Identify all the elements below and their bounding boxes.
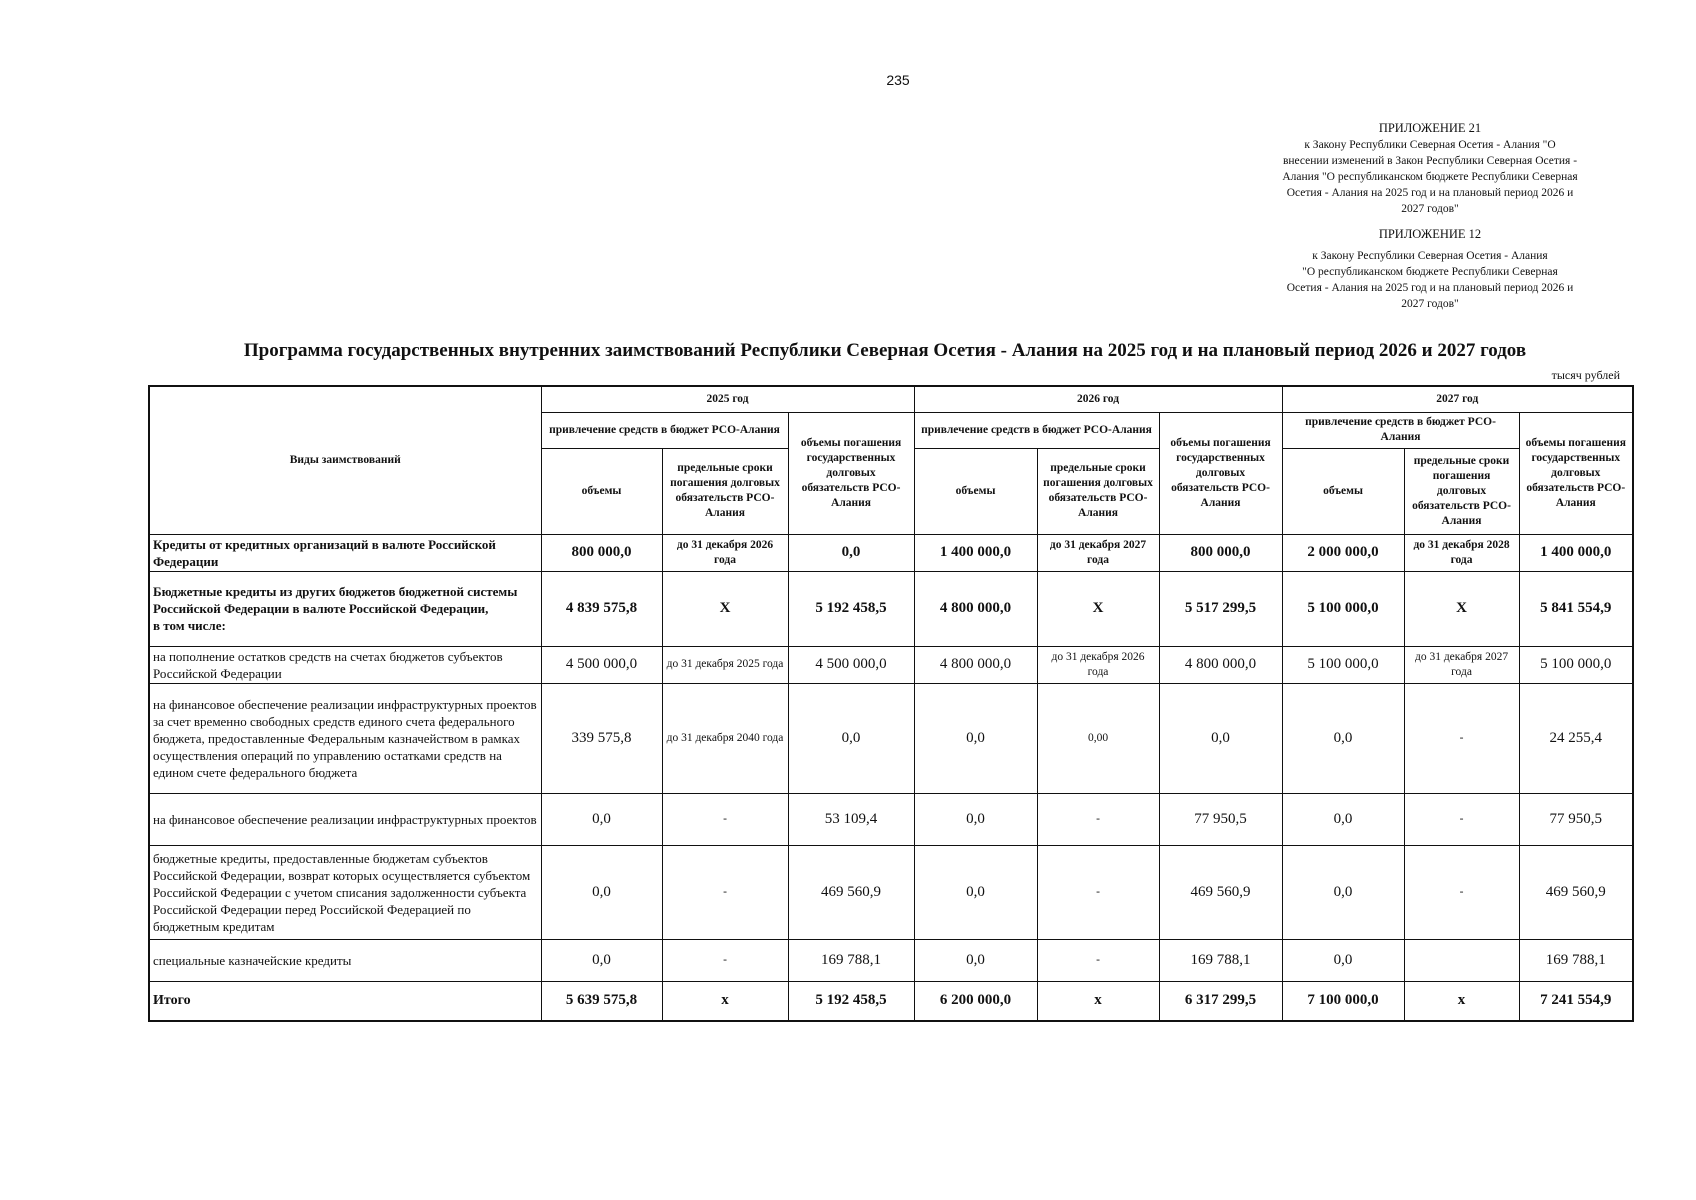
header-terms-2026: предельные сроки погашения долговых обязательств РСО-Алания — [1037, 448, 1159, 534]
borrowing-program-table — [148, 385, 1634, 1022]
cell-repayment-2026: 77 950,5 — [1159, 793, 1282, 845]
total-term-2025: x — [662, 981, 788, 1021]
cell-term-2026: - — [1037, 845, 1159, 939]
appendix-21-line: Осетия - Алания на 2025 год и на плановый период 2026 и — [1286, 187, 1574, 199]
cell-repayment-2025: 0,0 — [788, 683, 914, 793]
appendix-12-title: ПРИЛОЖЕНИЕ 12 — [1378, 227, 1482, 241]
cell-volume-2027: 0,0 — [1282, 845, 1404, 939]
cell-term-2025: - — [662, 793, 788, 845]
appendix-12-line: 2027 годов" — [1401, 298, 1459, 310]
row-kind-extra: в том числе: — [153, 618, 226, 633]
table-row — [149, 646, 1633, 683]
table-row — [149, 534, 1633, 571]
cell-volume-2025: 339 575,8 — [541, 683, 662, 793]
cell-repayment-2025: 0,0 — [788, 534, 914, 571]
total-volume-2027: 7 100 000,0 — [1282, 981, 1404, 1021]
total-repayment-2027: 7 241 554,9 — [1519, 981, 1633, 1021]
cell-repayment-2027: 169 788,1 — [1519, 939, 1633, 981]
cell-repayment-2027: 24 255,4 — [1519, 683, 1633, 793]
appendix-21-line: к Закону Республики Северная Осетия - Алания "О — [1304, 139, 1556, 151]
cell-term-2025: до 31 декабря 2025 года — [662, 646, 788, 683]
cell-repayment-2027: 5 841 554,9 — [1519, 571, 1633, 646]
cell-repayment-2026: 0,0 — [1159, 683, 1282, 793]
cell-term-2026: - — [1037, 939, 1159, 981]
cell-term-2025: X — [662, 571, 788, 646]
appendix-21-line: внесении изменений в Закон Республики Северная Осетия - — [1282, 155, 1578, 167]
cell-repayment-2025: 169 788,1 — [788, 939, 914, 981]
appendix-12-block — [1280, 226, 1580, 312]
appendix-21-block — [1280, 120, 1580, 217]
cell-term-2027: до 31 декабря 2028 года — [1404, 534, 1519, 571]
header-volumes-2025: объемы — [541, 448, 662, 534]
table-row — [149, 793, 1633, 845]
total-row — [149, 981, 1633, 1021]
total-term-2027: x — [1404, 981, 1519, 1021]
row-kind: специальные казначейские кредиты — [149, 939, 541, 981]
total-volume-2025: 5 639 575,8 — [541, 981, 662, 1021]
table-row — [149, 683, 1633, 793]
header-year-2027: 2027 год — [1282, 386, 1633, 412]
cell-repayment-2027: 1 400 000,0 — [1519, 534, 1633, 571]
cell-volume-2025: 0,0 — [541, 793, 662, 845]
cell-volume-2027: 2 000 000,0 — [1282, 534, 1404, 571]
appendix-12-line: "О республиканском бюджете Республики Северная — [1302, 266, 1558, 278]
cell-volume-2027: 0,0 — [1282, 793, 1404, 845]
row-kind: на финансовое обеспечение реализации инфраструктурных проектов — [149, 793, 541, 845]
header-year-2025: 2025 год — [541, 386, 914, 412]
units-label: тысяч рублей — [1551, 368, 1620, 382]
total-repayment-2025: 5 192 458,5 — [788, 981, 914, 1021]
cell-volume-2026: 4 800 000,0 — [914, 646, 1037, 683]
header-year-2026: 2026 год — [914, 386, 1282, 412]
cell-repayment-2026: 4 800 000,0 — [1159, 646, 1282, 683]
row-kind: бюджетные кредиты, предоставленные бюджетам субъектов Российской Федерации, возврат которых осуществляется субъектом Российской Федерации с учетом списания задолженности субъекта Российской Федерации перед Российской Федерацией по бюджетным кредитам — [149, 845, 541, 939]
header-attraction-2027: привлечение средств в бюджет РСО-Алания — [1282, 412, 1519, 448]
cell-repayment-2025: 53 109,4 — [788, 793, 914, 845]
total-volume-2026: 6 200 000,0 — [914, 981, 1037, 1021]
cell-term-2025: - — [662, 845, 788, 939]
cell-volume-2025: 800 000,0 — [541, 534, 662, 571]
cell-term-2026: - — [1037, 793, 1159, 845]
cell-volume-2026: 0,0 — [914, 939, 1037, 981]
header-attraction-2026: привлечение средств в бюджет РСО-Алания — [914, 412, 1159, 448]
header-terms-2025: предельные сроки погашения долговых обязательств РСО-Алания — [662, 448, 788, 534]
cell-repayment-2026: 469 560,9 — [1159, 845, 1282, 939]
cell-volume-2025: 0,0 — [541, 939, 662, 981]
cell-term-2026: 0,00 — [1037, 683, 1159, 793]
cell-volume-2027: 5 100 000,0 — [1282, 571, 1404, 646]
table-row — [149, 571, 1633, 646]
total-label: Итого — [149, 981, 541, 1021]
cell-repayment-2025: 5 192 458,5 — [788, 571, 914, 646]
row-kind: на финансовое обеспечение реализации инфраструктурных проектов за счет временно свободных средств единого счета федерального бюджета, предоставленные Федеральным казначейством в рамках осуществления операций по управлению остатками средств на едином счете федерального бюджета — [149, 683, 541, 793]
cell-term-2027: до 31 декабря 2027 года — [1404, 646, 1519, 683]
cell-term-2026: до 31 декабря 2027 года — [1037, 534, 1159, 571]
cell-repayment-2026: 169 788,1 — [1159, 939, 1282, 981]
table-row — [149, 845, 1633, 939]
document-title: Программа государственных внутренних заимствований Республики Северная Осетия - Алания на 2025 год и на плановый период 2026 и 2027 годов — [243, 340, 1527, 361]
cell-volume-2025: 4 839 575,8 — [541, 571, 662, 646]
total-term-2026: x — [1037, 981, 1159, 1021]
cell-volume-2026: 1 400 000,0 — [914, 534, 1037, 571]
row-kind-text: Бюджетные кредиты из других бюджетов бюджетной системы Российской Федерации в валюте Российской Федерации, — [153, 584, 518, 616]
appendix-12-line: Осетия - Алания на 2025 год и на плановый период 2026 и — [1286, 282, 1574, 294]
cell-repayment-2026: 800 000,0 — [1159, 534, 1282, 571]
cell-repayment-2027: 77 950,5 — [1519, 793, 1633, 845]
cell-volume-2027: 5 100 000,0 — [1282, 646, 1404, 683]
header-repayment-2025: объемы погашения государственных долговых обязательств РСО-Алания — [788, 412, 914, 534]
cell-volume-2026: 4 800 000,0 — [914, 571, 1037, 646]
cell-repayment-2026: 5 517 299,5 — [1159, 571, 1282, 646]
appendix-21-line: 2027 годов" — [1401, 203, 1459, 215]
cell-term-2026: до 31 декабря 2026 года — [1037, 646, 1159, 683]
table-row — [149, 939, 1633, 981]
header-terms-2027: предельные сроки погашения долговых обязательств РСО-Алания — [1404, 448, 1519, 534]
cell-term-2027 — [1404, 939, 1519, 981]
header-attraction-2025: привлечение средств в бюджет РСО-Алания — [541, 412, 788, 448]
cell-repayment-2027: 5 100 000,0 — [1519, 646, 1633, 683]
header-volumes-2027: объемы — [1282, 448, 1404, 534]
cell-term-2025: до 31 декабря 2040 года — [662, 683, 788, 793]
page-number: 235 — [886, 72, 910, 88]
cell-volume-2027: 0,0 — [1282, 683, 1404, 793]
cell-term-2027: X — [1404, 571, 1519, 646]
cell-repayment-2025: 469 560,9 — [788, 845, 914, 939]
cell-volume-2025: 4 500 000,0 — [541, 646, 662, 683]
header-repayment-2027: объемы погашения государственных долговых обязательств РСО-Алания — [1519, 412, 1633, 534]
appendix-12-line: к Закону Республики Северная Осетия - Алания — [1312, 250, 1548, 262]
header-repayment-2026: объемы погашения государственных долговых обязательств РСО-Алания — [1159, 412, 1282, 534]
cell-term-2027: - — [1404, 793, 1519, 845]
cell-repayment-2025: 4 500 000,0 — [788, 646, 914, 683]
cell-volume-2026: 0,0 — [914, 845, 1037, 939]
cell-term-2027: - — [1404, 845, 1519, 939]
cell-volume-2026: 0,0 — [914, 683, 1037, 793]
row-kind: на пополнение остатков средств на счетах бюджетов субъектов Российской Федерации — [149, 646, 541, 683]
header-kind: Виды заимствований — [149, 386, 541, 534]
cell-term-2027: - — [1404, 683, 1519, 793]
row-kind — [149, 571, 541, 646]
cell-volume-2026: 0,0 — [914, 793, 1037, 845]
header-volumes-2026: объемы — [914, 448, 1037, 534]
cell-repayment-2027: 469 560,9 — [1519, 845, 1633, 939]
cell-volume-2027: 0,0 — [1282, 939, 1404, 981]
cell-term-2026: X — [1037, 571, 1159, 646]
total-repayment-2026: 6 317 299,5 — [1159, 981, 1282, 1021]
appendix-21-title: ПРИЛОЖЕНИЕ 21 — [1378, 121, 1482, 135]
cell-term-2025: - — [662, 939, 788, 981]
cell-volume-2025: 0,0 — [541, 845, 662, 939]
cell-term-2025: до 31 декабря 2026 года — [662, 534, 788, 571]
appendix-21-line: Алания "О республиканском бюджете Республики Северная — [1282, 171, 1578, 183]
row-kind: Кредиты от кредитных организаций в валюте Российской Федерации — [149, 534, 541, 571]
